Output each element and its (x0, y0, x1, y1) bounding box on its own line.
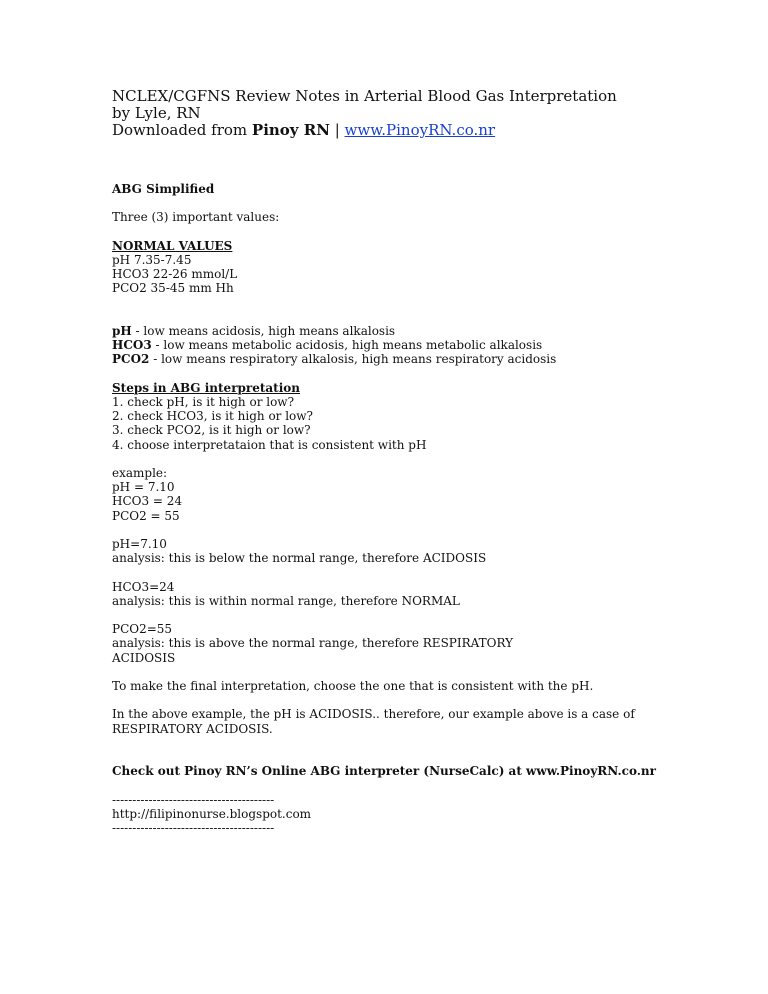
example-value-ph: pH = 7.10 (112, 480, 175, 495)
downloaded-prefix: Downloaded from (112, 121, 252, 139)
analysis-hco3-value: HCO3=24 (112, 579, 175, 594)
footer-divider-top: ---------------------------------------- (112, 792, 275, 807)
step-item: 4. choose interpretataion that is consistent with pH (112, 437, 427, 452)
meaning-hco3 (112, 338, 672, 352)
final-interpretation-text: To make the final interpretation, choose the one that is consistent with the pH. (112, 678, 594, 693)
normal-value-ph: pH 7.35-7.45 (112, 252, 192, 267)
meaning-text: - low means respiratory alkalosis, high means respiratory acidosis (149, 352, 557, 367)
document-body (112, 182, 672, 835)
section-title: ABG Simplified (112, 182, 215, 196)
step-item: 2. check HCO3, is it high or low? (112, 409, 313, 424)
download-source-line (112, 122, 617, 139)
example-value-hco3: HCO3 = 24 (112, 494, 183, 509)
analysis-pco2-text: analysis: this is above the normal range, therefore RESPIRATORY (112, 636, 514, 651)
meaning-term: PCO2 (112, 352, 150, 367)
separator: | (329, 121, 345, 139)
analysis-pco2-value: PCO2=55 (112, 622, 173, 637)
conclusion-line-2: RESPIRATORY ACIDOSIS. (112, 721, 273, 736)
site-name: Pinoy RN (251, 121, 330, 139)
meaning-pco2 (112, 352, 672, 366)
normal-value-hco3: HCO3 22-26 mmol/L (112, 267, 238, 282)
intro-text: Three (3) important values: (112, 210, 280, 225)
meaning-term: HCO3 (112, 338, 152, 353)
document-header (112, 88, 617, 139)
meaning-text: - low means acidosis, high means alkalosis (131, 323, 396, 338)
meaning-term: pH (112, 323, 132, 338)
example-label: example: (112, 465, 168, 480)
normal-value-pco2: PCO2 35-45 mm Hh (112, 281, 234, 296)
analysis-ph-text: analysis: this is below the normal range, therefore ACIDOSIS (112, 551, 487, 566)
analysis-hco3-text: analysis: this is within normal range, therefore NORMAL (112, 593, 460, 608)
site-url-link[interactable]: www.PinoyRN.co.nr (344, 121, 496, 139)
step-item: 3. check PCO2, is it high or low? (112, 423, 311, 438)
meaning-ph (112, 324, 672, 338)
analysis-ph-value: pH=7.10 (112, 536, 167, 551)
conclusion-line-1: In the above example, the pH is ACIDOSIS.. therefore, our example above is a case of (112, 707, 635, 722)
meaning-text: - low means metabolic acidosis, high means metabolic alkalosis (151, 338, 543, 353)
normal-values-heading: NORMAL VALUES (112, 238, 233, 253)
footer-blog-url[interactable]: http://filipinonurse.blogspot.com (112, 806, 312, 821)
nursecalc-callout: Check out Pinoy RN’s Online ABG interpreter (NurseCalc) at www.PinoyRN.co.nr (112, 764, 656, 779)
analysis-pco2-text-cont: ACIDOSIS (112, 650, 176, 665)
step-item: 1. check pH, is it high or low? (112, 394, 295, 409)
example-value-pco2: PCO2 = 55 (112, 508, 180, 523)
byline: by Lyle, RN (112, 104, 201, 122)
document-title: NCLEX/CGFNS Review Notes in Arterial Blood Gas Interpretation (112, 87, 617, 105)
footer-divider-bottom: ---------------------------------------- (112, 820, 275, 835)
steps-heading: Steps in ABG interpretation (112, 380, 301, 395)
